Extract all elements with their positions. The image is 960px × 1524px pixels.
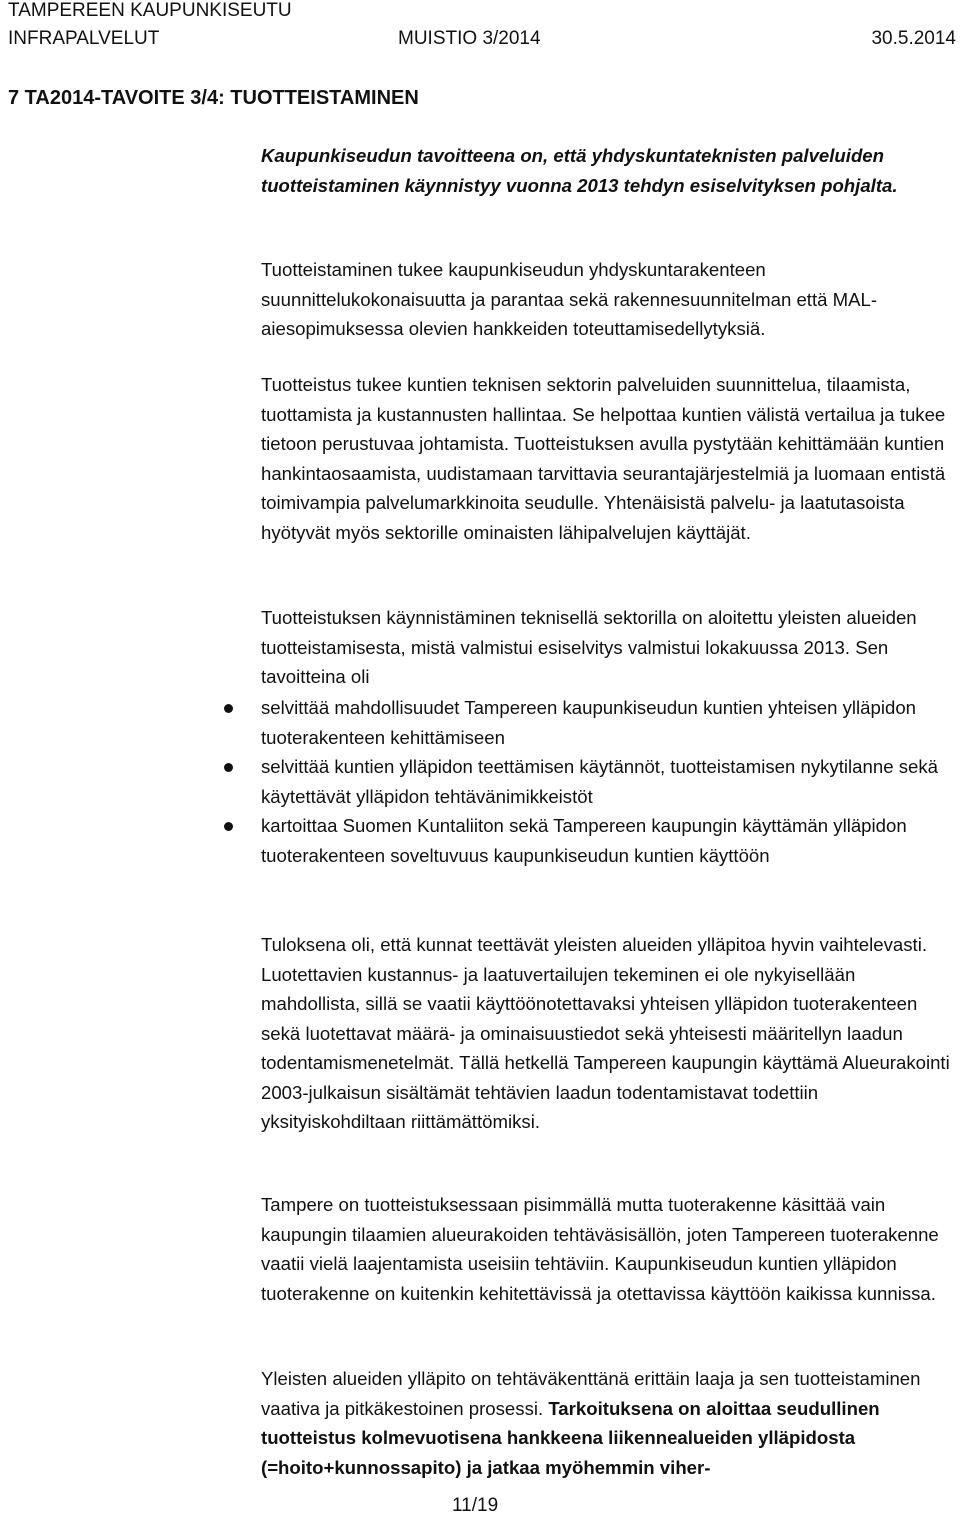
bullet-icon — [224, 763, 233, 772]
list-item-text: kartoittaa Suomen Kuntaliiton sekä Tampereen kaupungin käyttämän ylläpidon tuoterakenteen soveltuvuus kaupunkiseudun kuntien käyttöön — [261, 815, 907, 866]
bullet-icon — [224, 704, 233, 713]
paragraph-6-text: Yleisten alueiden ylläpito on tehtäväkenttänä erittäin laaja ja sen tuotteistaminen vaativa ja pitkäkestoinen prosessi. — [261, 1368, 921, 1419]
paragraph-1 — [261, 255, 957, 344]
page-number: 11/19 — [452, 1495, 499, 1516]
paragraph-3 — [261, 603, 957, 692]
goals-list — [0, 693, 957, 870]
paragraph-5 — [261, 1190, 957, 1308]
list-item — [0, 752, 957, 811]
paragraph-5-text: Tampere on tuotteistuksessaan pisimmällä mutta tuoterakenne käsittää vain kaupungin tilaamien alueurakoiden tehtäväsisällön, joten Tampereen tuoterakenne vaatii vielä laajentamista useisiin tehtäviin. Kaupunkiseudun kuntien ylläpidon tuoterakenne on kuitenkin kehitettävissä ja otettavissa käyttöön kaikissa kunnissa. — [261, 1194, 939, 1304]
list-item — [0, 811, 957, 870]
list-item-text: selvittää kuntien ylläpidon teettämisen käytännöt, tuotteistamisen nykytilanne sekä käytettävät ylläpidon tehtävänimikkeistöt — [261, 756, 938, 807]
paragraph-6 — [261, 1364, 957, 1482]
paragraph-1-text: Tuotteistaminen tukee kaupunkiseudun yhdyskuntarakenteen suunnittelukokonaisuutta ja parantaa sekä rakennesuunnitelman että MAL-aiesopimuksessa olevien hankkeiden toteuttamisedellytyksiä. — [261, 259, 878, 339]
section-heading: 7 TA2014-TAVOITE 3/4: TUOTTEISTAMINEN — [8, 87, 419, 109]
list-item-text: selvittää mahdollisuudet Tampereen kaupunkiseudun kuntien yhteisen ylläpidon tuoterakenteen kehittämiseen — [261, 697, 917, 748]
intro-paragraph — [261, 141, 957, 200]
header-document-id: MUISTIO 3/2014 — [398, 28, 541, 49]
list-item — [0, 693, 957, 752]
header-unit: INFRAPALVELUT — [8, 28, 160, 49]
header-organization: TAMPEREEN KAUPUNKISEUTU — [8, 0, 292, 21]
bullet-icon — [224, 822, 233, 831]
paragraph-4-text: Tuloksena oli, että kunnat teettävät yleisten alueiden ylläpitoa hyvin vaihtelevasti. Luotettavien kustannus- ja laatuvertailujen tekeminen ei ole nykyisellään mahdollista, sillä se vaatii käyttöönotettavaksi yhteisen ylläpidon tuoterakenteen sekä luotettavat määrä- ja ominaisuustiedot sekä yhteisesti määritellyn laadun todentamismenetelmät. Tällä hetkellä Tampereen kaupungin käyttämä Alueurakointi 2003-julkaisun sisältämät tehtävien laadun todentamistavat todettiin yksityiskohdiltaan riittämättömiksi. — [261, 934, 950, 1132]
intro-text: Kaupunkiseudun tavoitteena on, että yhdyskuntateknisten palveluiden tuotteistaminen käynnistyy vuonna 2013 tehdyn esiselvityksen pohjalta. — [261, 145, 898, 196]
paragraph-6-bold-text: Tarkoituksena on aloittaa seudullinen tuotteistus kolmevuotisena hankkeena liikennealueiden ylläpidosta (=hoito+kunnossapito) ja jatkaa myöhemmin viher- — [261, 1397, 880, 1478]
paragraph-3-text: Tuotteistuksen käynnistäminen teknisellä sektorilla on aloitettu yleisten alueiden tuotteistamisesta, mistä valmistui esiselvitys valmistui lokakuussa 2013. Sen tavoitteina oli — [261, 607, 917, 687]
paragraph-2 — [261, 370, 957, 547]
paragraph-2-text: Tuotteistus tukee kuntien teknisen sektorin palveluiden suunnittelua, tilaamista, tuottamista ja kustannusten hallintaa. Se helpottaa kuntien välistä vertailua ja tukee tietoon perustuvaa johtamista. Tuotteistuksen avulla pystytään kehittämään kuntien hankintaosaamista, uudistamaan tarvittavia seurantajärjestelmiä ja luomaan entistä toimivampia palvelumarkkinoita seudulle. Yhtenäisistä palvelu- ja laatutasoista hyötyvät myös sektorille ominaisten lähipalvelujen käyttäjät. — [261, 374, 946, 543]
header-date: 30.5.2014 — [871, 28, 956, 49]
paragraph-4 — [261, 930, 957, 1137]
